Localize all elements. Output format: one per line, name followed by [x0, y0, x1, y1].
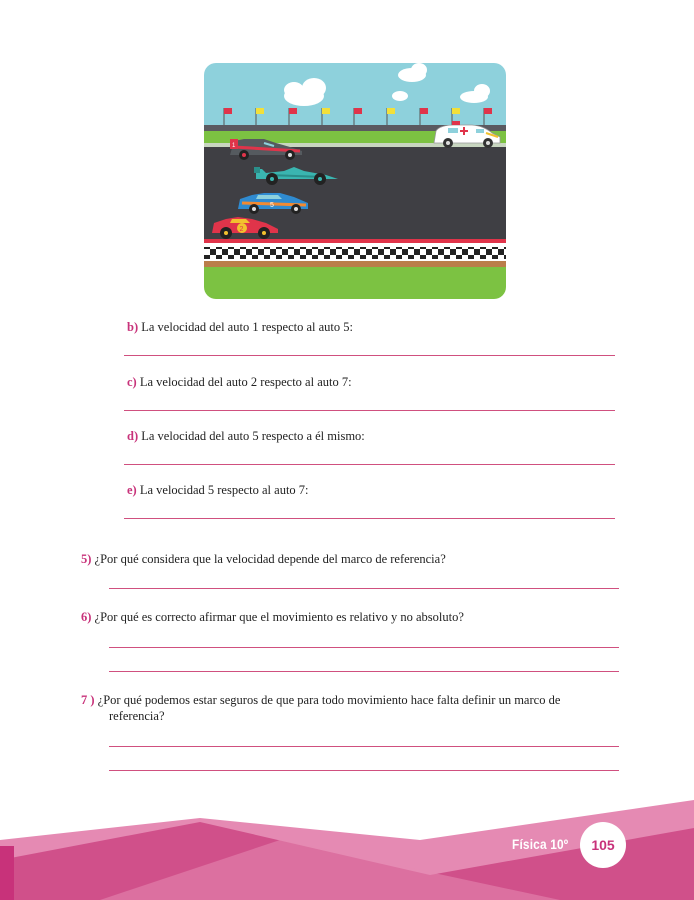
- question-5: [81, 551, 446, 567]
- question-text: La velocidad 5 respecto al auto 7:: [139, 483, 309, 497]
- question-label: d): [127, 429, 139, 443]
- question-label: 7 ): [81, 693, 95, 707]
- answer-line-e[interactable]: [124, 518, 615, 519]
- question-c: [127, 374, 352, 390]
- car-number-2: 2: [239, 226, 244, 233]
- question-label: e): [127, 483, 137, 497]
- question-text: ¿Por qué considera que la velocidad depende del marco de referencia?: [94, 552, 446, 566]
- checkered-border: [204, 243, 506, 261]
- race-track-illustration: [204, 63, 506, 299]
- answer-line-7a[interactable]: [109, 746, 619, 747]
- question-label: 6): [81, 610, 92, 624]
- answer-line-6b[interactable]: [109, 671, 619, 672]
- question-text: ¿Por qué es correcto afirmar que el movimiento es relativo y no absoluto?: [94, 610, 464, 624]
- question-label: 5): [81, 552, 92, 566]
- question-6: [81, 609, 464, 625]
- answer-line-6a[interactable]: [109, 647, 619, 648]
- question-text: ¿Por qué podemos estar seguros de que para todo movimiento hace falta definir un marco de: [97, 693, 561, 707]
- question-text: La velocidad del auto 5 respecto a él mismo:: [141, 429, 365, 443]
- answer-line-5[interactable]: [109, 588, 619, 589]
- car-number-1: 1: [232, 143, 236, 149]
- car-number-5: 5: [270, 202, 274, 209]
- question-label: b): [127, 320, 139, 334]
- answer-line-c[interactable]: [124, 410, 615, 411]
- answer-line-d[interactable]: [124, 464, 615, 465]
- question-text: La velocidad del auto 1 respecto al auto 5:: [141, 320, 353, 334]
- question-e: [127, 482, 309, 498]
- question-b: [127, 319, 353, 335]
- answer-line-7b[interactable]: [109, 770, 619, 771]
- question-text-continued: referencia?: [109, 709, 165, 723]
- question-label: c): [127, 375, 137, 389]
- question-7: [81, 692, 632, 724]
- question-text: La velocidad del auto 2 respecto al auto 7:: [139, 375, 352, 389]
- answer-line-b[interactable]: [124, 355, 615, 356]
- book-title: Física 10º: [512, 836, 569, 852]
- page-number: 105: [580, 822, 626, 868]
- question-d: [127, 428, 365, 444]
